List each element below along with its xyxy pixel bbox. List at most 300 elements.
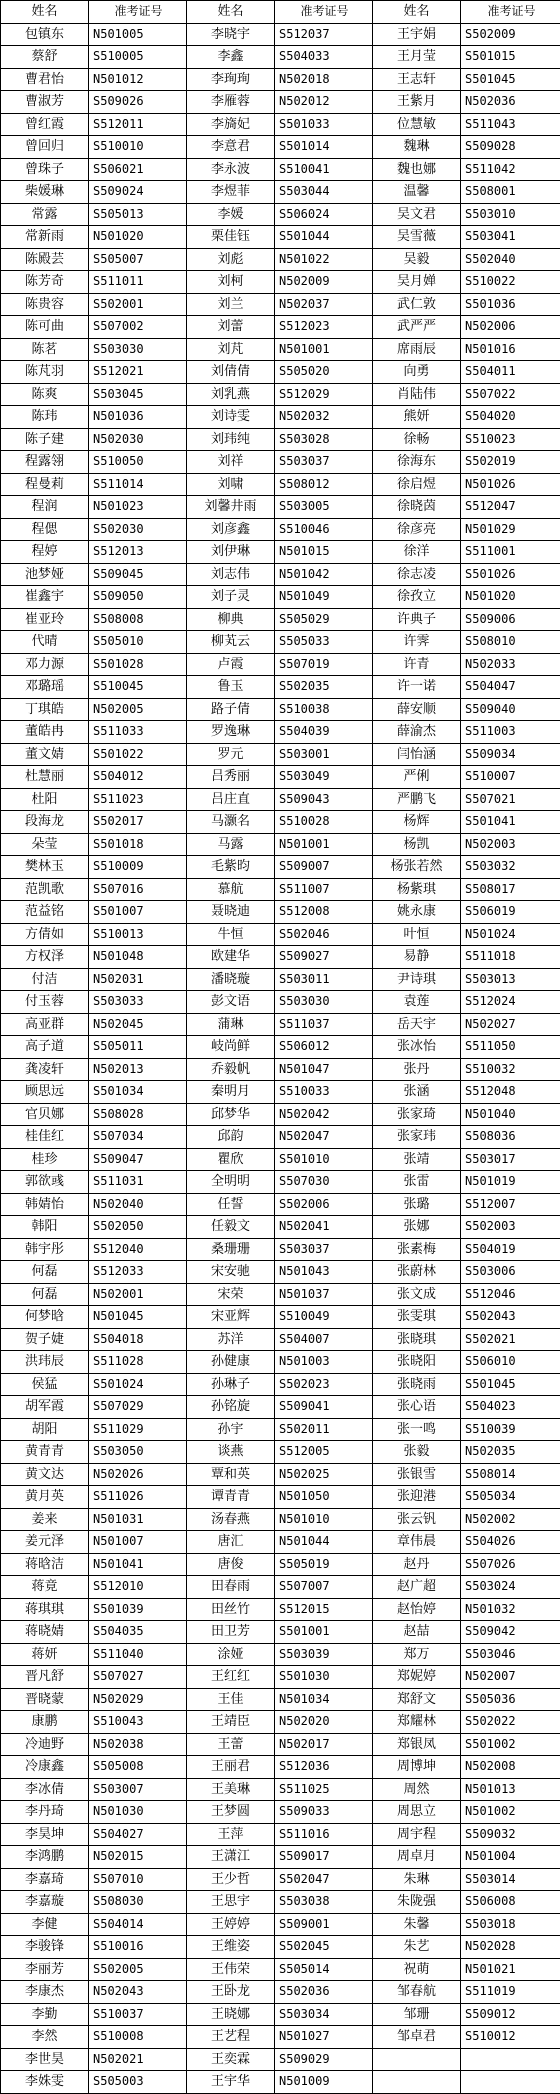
student-name-cell: 岳天宇	[373, 1013, 461, 1036]
exam-id-cell: N501002	[461, 1801, 560, 1824]
exam-id-cell: S507010	[89, 1868, 187, 1891]
student-name-cell: 何磊	[1, 1283, 89, 1306]
exam-id-cell: S503017	[461, 1148, 560, 1171]
exam-id-cell: S501036	[461, 293, 560, 316]
student-name-cell: 郑舒文	[373, 1688, 461, 1711]
student-name-cell: 任毅文	[187, 1216, 275, 1239]
student-name-cell: 朱陇强	[373, 1891, 461, 1914]
student-name-cell: 鲁玉	[187, 676, 275, 699]
exam-id-cell: S505020	[275, 361, 373, 384]
student-name-cell: 洪玮辰	[1, 1351, 89, 1374]
student-name-cell: 程曼莉	[1, 473, 89, 496]
exam-id-cell: S511003	[461, 721, 560, 744]
student-name-cell: 乔毅帆	[187, 1058, 275, 1081]
table-row	[1, 1621, 560, 1644]
exam-id-cell: S505008	[89, 1756, 187, 1779]
student-name-cell: 刘芃	[187, 338, 275, 361]
student-name-cell: 韩宇彤	[1, 1238, 89, 1261]
exam-id-cell: S511029	[89, 1418, 187, 1441]
student-name-cell: 晋晓蒙	[1, 1688, 89, 1711]
student-name-cell: 张娜	[373, 1216, 461, 1239]
student-name-cell: 蒋晓婧	[1, 1621, 89, 1644]
exam-id-cell: S503005	[275, 496, 373, 519]
student-name-cell: 黄青青	[1, 1441, 89, 1464]
header-id-2: 准考证号	[275, 1, 373, 24]
table-header	[1, 1, 560, 24]
exam-id-cell: S507034	[89, 1126, 187, 1149]
student-name-cell: 祝萌	[373, 1958, 461, 1981]
student-name-cell: 孙琳子	[187, 1373, 275, 1396]
exam-id-cell	[461, 2048, 560, 2071]
table-row	[1, 743, 560, 766]
exam-id-cell: N502006	[461, 316, 560, 339]
table-row	[1, 451, 560, 474]
table-row	[1, 811, 560, 834]
student-name-cell: 李丽芳	[1, 1958, 89, 1981]
student-name-cell: 熊妍	[373, 406, 461, 429]
exam-id-cell: N502001	[89, 1283, 187, 1306]
exam-id-cell: S505010	[89, 631, 187, 654]
student-name-cell: 包镇东	[1, 23, 89, 46]
student-name-cell: 袁莲	[373, 991, 461, 1014]
exam-id-cell: S511025	[275, 1778, 373, 1801]
exam-id-cell: S507026	[461, 1553, 560, 1576]
exam-id-cell: N501045	[89, 1306, 187, 1329]
exam-id-cell: S501001	[275, 1621, 373, 1644]
exam-id-cell: S505029	[275, 608, 373, 631]
exam-id-cell: N502012	[275, 91, 373, 114]
exam-id-cell: S509027	[275, 946, 373, 969]
table-row	[1, 203, 560, 226]
table-row	[1, 226, 560, 249]
table-row	[1, 1126, 560, 1149]
exam-id-cell: S509024	[89, 181, 187, 204]
student-name-cell: 覃和英	[187, 1463, 275, 1486]
student-name-cell: 李雁蓉	[187, 91, 275, 114]
table-row	[1, 1396, 560, 1419]
student-name-cell: 徐畅	[373, 428, 461, 451]
exam-id-cell: S507027	[89, 1666, 187, 1689]
exam-id-cell: S512008	[275, 901, 373, 924]
student-name-cell: 王奕霖	[187, 2048, 275, 2071]
exam-id-cell: N502029	[89, 1688, 187, 1711]
student-name-cell: 慕航	[187, 878, 275, 901]
student-name-cell: 王蕾	[187, 1733, 275, 1756]
header-name-1: 姓名	[1, 1, 89, 24]
student-name-cell: 许典子	[373, 608, 461, 631]
table-row	[1, 1733, 560, 1756]
table-row	[1, 181, 560, 204]
student-name-cell: 陈可曲	[1, 316, 89, 339]
exam-id-cell: N501032	[461, 1598, 560, 1621]
student-name-cell: 刘志伟	[187, 563, 275, 586]
table-row	[1, 586, 560, 609]
header-row	[1, 1, 560, 24]
exam-id-cell: N501020	[89, 226, 187, 249]
student-name-cell: 王紫月	[373, 91, 461, 114]
exam-id-cell: S502035	[275, 676, 373, 699]
exam-id-cell: S502050	[89, 1216, 187, 1239]
table-row	[1, 2026, 560, 2049]
student-name-cell: 王艺程	[187, 2026, 275, 2049]
student-name-cell: 徐孜立	[373, 586, 461, 609]
exam-id-cell: S512024	[461, 991, 560, 1014]
student-name-cell: 池梦娅	[1, 563, 89, 586]
exam-id-cell: N502015	[89, 1846, 187, 1869]
student-name-cell: 朵莹	[1, 833, 89, 856]
exam-id-cell: N501004	[461, 1846, 560, 1869]
exam-id-cell: S501045	[461, 1373, 560, 1396]
exam-id-cell: S503046	[461, 1643, 560, 1666]
exam-id-cell: S501034	[89, 1081, 187, 1104]
exam-id-cell: S501002	[461, 1733, 560, 1756]
student-name-cell: 王萍	[187, 1823, 275, 1846]
exam-id-cell: S503045	[89, 383, 187, 406]
exam-id-cell: S503001	[275, 743, 373, 766]
student-name-cell: 高子道	[1, 1036, 89, 1059]
exam-id-cell: S511018	[461, 946, 560, 969]
student-name-cell: 郑耀林	[373, 1711, 461, 1734]
exam-id-cell: S503007	[89, 1778, 187, 1801]
student-name-cell: 严俐	[373, 766, 461, 789]
table-row	[1, 46, 560, 69]
exam-id-cell: S506019	[461, 901, 560, 924]
exam-id-cell: S512015	[275, 1598, 373, 1621]
exam-id-cell: S507016	[89, 878, 187, 901]
student-name-cell: 徐洋	[373, 541, 461, 564]
exam-id-cell: S510039	[461, 1418, 560, 1441]
exam-id-cell: S502017	[89, 811, 187, 834]
student-name-cell: 刘蕾	[187, 316, 275, 339]
exam-id-cell: S509017	[275, 1846, 373, 1869]
student-name-cell: 董皓冉	[1, 721, 89, 744]
exam-id-cell: N502018	[275, 68, 373, 91]
student-name-cell: 侯猛	[1, 1373, 89, 1396]
student-name-cell: 顾思远	[1, 1081, 89, 1104]
student-name-cell: 朱琳	[373, 1868, 461, 1891]
exam-id-cell: N502033	[461, 653, 560, 676]
student-name-cell: 吕秀丽	[187, 766, 275, 789]
table-row	[1, 23, 560, 46]
table-row	[1, 563, 560, 586]
exam-id-cell: S501041	[461, 811, 560, 834]
exam-id-cell: S502006	[275, 1193, 373, 1216]
exam-id-cell: N501009	[275, 2071, 373, 2094]
exam-id-cell: N502003	[461, 833, 560, 856]
student-name-cell: 毛紫昀	[187, 856, 275, 879]
exam-id-cell: S504026	[461, 1531, 560, 1554]
exam-id-cell: N501047	[275, 1058, 373, 1081]
exam-id-cell: S505013	[89, 203, 187, 226]
exam-id-cell: N502031	[89, 968, 187, 991]
exam-id-cell: S504047	[461, 676, 560, 699]
student-name-cell: 段海龙	[1, 811, 89, 834]
exam-id-cell: S501030	[275, 1666, 373, 1689]
student-name-cell: 高亚群	[1, 1013, 89, 1036]
table-row	[1, 1868, 560, 1891]
table-row	[1, 653, 560, 676]
exam-id-cell: S503049	[275, 766, 373, 789]
exam-id-cell: S501015	[461, 46, 560, 69]
student-name-cell: 张家玮	[373, 1126, 461, 1149]
exam-id-cell: S511042	[461, 158, 560, 181]
table-row	[1, 1688, 560, 1711]
table-row	[1, 1058, 560, 1081]
student-name-cell: 李嘉璇	[1, 1891, 89, 1914]
student-name-cell: 王丽君	[187, 1756, 275, 1779]
table-row	[1, 1846, 560, 1869]
student-name-cell: 王美琳	[187, 1778, 275, 1801]
table-row	[1, 1936, 560, 1959]
student-name-cell: 方权泽	[1, 946, 89, 969]
student-name-cell: 刘馨井雨	[187, 496, 275, 519]
exam-id-cell: S507029	[89, 1396, 187, 1419]
exam-id-cell: N502047	[275, 1126, 373, 1149]
exam-id-cell: S510007	[461, 766, 560, 789]
student-name-cell	[373, 2071, 461, 2094]
exam-id-cell: S510005	[89, 46, 187, 69]
table-row	[1, 1373, 560, 1396]
table-row	[1, 1913, 560, 1936]
table-row	[1, 91, 560, 114]
exam-id-cell: S512007	[461, 1193, 560, 1216]
student-name-cell: 张晓雨	[373, 1373, 461, 1396]
exam-id-cell: S502019	[461, 451, 560, 474]
student-name-cell: 宋亚辉	[187, 1306, 275, 1329]
student-name-cell: 刘伊琳	[187, 541, 275, 564]
exam-id-cell: S504023	[461, 1396, 560, 1419]
exam-id-cell: S509028	[461, 136, 560, 159]
exam-id-cell: N501031	[89, 1508, 187, 1531]
student-name-cell: 罗逸琳	[187, 721, 275, 744]
exam-id-cell: S510033	[275, 1081, 373, 1104]
exam-id-cell: N501001	[275, 833, 373, 856]
student-name-cell: 张素梅	[373, 1238, 461, 1261]
student-name-cell: 温馨	[373, 181, 461, 204]
table-row	[1, 338, 560, 361]
student-name-cell: 张晓琪	[373, 1328, 461, 1351]
student-name-cell: 吕庄直	[187, 788, 275, 811]
exam-id-cell: S511016	[275, 1823, 373, 1846]
student-name-cell: 邱梦华	[187, 1103, 275, 1126]
student-name-cell: 丁琪皓	[1, 698, 89, 721]
student-name-cell: 刘彪	[187, 248, 275, 271]
table-row	[1, 293, 560, 316]
exam-id-cell: S508017	[461, 878, 560, 901]
student-name-cell: 朱艺	[373, 1936, 461, 1959]
table-row	[1, 1981, 560, 2004]
student-name-cell: 唐汇	[187, 1531, 275, 1554]
table-row	[1, 1238, 560, 1261]
student-name-cell: 李健	[1, 1913, 89, 1936]
exam-id-cell: N502021	[89, 2048, 187, 2071]
exam-id-cell: N501010	[275, 1508, 373, 1531]
student-name-cell: 崔亚玲	[1, 608, 89, 631]
exam-id-cell: S511028	[89, 1351, 187, 1374]
table-row	[1, 1598, 560, 1621]
table-row	[1, 1531, 560, 1554]
table-row	[1, 1643, 560, 1666]
table-row	[1, 1081, 560, 1104]
table-row	[1, 248, 560, 271]
student-name-cell: 潘晓璇	[187, 968, 275, 991]
exam-id-cell: N502025	[275, 1463, 373, 1486]
exam-id-cell: S511001	[461, 541, 560, 564]
exam-id-cell: S507022	[461, 383, 560, 406]
student-name-cell: 徐彦亮	[373, 518, 461, 541]
student-name-cell: 王志轩	[373, 68, 461, 91]
exam-id-cell: S509042	[461, 1621, 560, 1644]
student-name-cell: 路子倩	[187, 698, 275, 721]
student-name-cell: 邹春航	[373, 1981, 461, 2004]
exam-id-cell: S508036	[461, 1126, 560, 1149]
exam-id-cell: S510050	[89, 451, 187, 474]
student-name-cell: 张心语	[373, 1396, 461, 1419]
table-row	[1, 1891, 560, 1914]
student-name-cell: 王宇娟	[373, 23, 461, 46]
student-name-cell: 刘祥	[187, 451, 275, 474]
student-name-cell: 王佳	[187, 1688, 275, 1711]
exam-id-cell: S507019	[275, 653, 373, 676]
student-name-cell: 陈殿芸	[1, 248, 89, 271]
student-name-cell: 刘子灵	[187, 586, 275, 609]
exam-id-cell: S503037	[275, 1238, 373, 1261]
student-name-cell: 秦明月	[187, 1081, 275, 1104]
exam-id-cell: S505011	[89, 1036, 187, 1059]
student-name-cell: 瞿欣	[187, 1148, 275, 1171]
table-row	[1, 518, 560, 541]
student-name-cell: 武严严	[373, 316, 461, 339]
student-name-cell: 卢霞	[187, 653, 275, 676]
student-name-cell: 王卧龙	[187, 1981, 275, 2004]
table-row	[1, 1666, 560, 1689]
student-name-cell: 王宇华	[187, 2071, 275, 2094]
exam-id-cell: S503030	[89, 338, 187, 361]
exam-id-cell: S503039	[275, 1643, 373, 1666]
exam-id-cell: S501018	[89, 833, 187, 856]
student-name-cell: 蒋竟	[1, 1576, 89, 1599]
table-row	[1, 721, 560, 744]
exam-id-cell: S510013	[89, 923, 187, 946]
exam-id-cell: N501041	[89, 1553, 187, 1576]
exam-id-cell: S510023	[461, 428, 560, 451]
student-name-cell: 邹卓君	[373, 2026, 461, 2049]
exam-id-cell: N501012	[89, 68, 187, 91]
student-name-cell: 席雨辰	[373, 338, 461, 361]
exam-id-cell: S507021	[461, 788, 560, 811]
exam-id-cell: N502017	[275, 1733, 373, 1756]
student-name-cell: 王晓娜	[187, 2003, 275, 2026]
student-name-cell: 徐海东	[373, 451, 461, 474]
exam-id-cell: S501014	[275, 136, 373, 159]
student-name-cell: 张蔚林	[373, 1261, 461, 1284]
student-name-cell: 李丹琦	[1, 1801, 89, 1824]
table-row	[1, 878, 560, 901]
student-name-cell: 王月莹	[373, 46, 461, 69]
exam-id-cell: S509001	[275, 1913, 373, 1936]
exam-id-cell: N501001	[275, 338, 373, 361]
exam-id-cell: S505034	[461, 1486, 560, 1509]
student-name-cell: 曾红霞	[1, 113, 89, 136]
exam-id-cell: S506024	[275, 203, 373, 226]
exam-id-cell: S505007	[89, 248, 187, 271]
exam-id-cell: S503032	[461, 856, 560, 879]
exam-id-cell: S510022	[461, 271, 560, 294]
student-name-cell: 周宇程	[373, 1823, 461, 1846]
student-name-cell: 胡军霞	[1, 1396, 89, 1419]
student-name-cell: 肖陆伟	[373, 383, 461, 406]
exam-id-cell: S503038	[275, 1891, 373, 1914]
exam-id-cell: S511043	[461, 113, 560, 136]
student-name-cell: 欧建华	[187, 946, 275, 969]
student-name-cell: 刘诗雯	[187, 406, 275, 429]
exam-id-cell: S503030	[275, 991, 373, 1014]
student-name-cell: 姚永康	[373, 901, 461, 924]
table-row	[1, 1801, 560, 1824]
table-row	[1, 1193, 560, 1216]
exam-id-cell: S504033	[275, 46, 373, 69]
student-name-cell: 程婷	[1, 541, 89, 564]
student-name-cell: 冷迪野	[1, 1733, 89, 1756]
exam-id-cell: N502020	[275, 1711, 373, 1734]
exam-id-cell: S504027	[89, 1823, 187, 1846]
student-name-cell: 王思宇	[187, 1891, 275, 1914]
table-row	[1, 496, 560, 519]
exam-id-cell: S510032	[461, 1058, 560, 1081]
exam-id-cell: S509006	[461, 608, 560, 631]
student-name-cell: 马露	[187, 833, 275, 856]
exam-id-cell: S502047	[275, 1868, 373, 1891]
student-name-cell: 苏洋	[187, 1328, 275, 1351]
student-name-cell: 张涵	[373, 1081, 461, 1104]
student-name-cell: 蒲琳	[187, 1013, 275, 1036]
table-row	[1, 1103, 560, 1126]
table-row	[1, 316, 560, 339]
student-name-cell: 闫怡涵	[373, 743, 461, 766]
student-name-cell: 张家琦	[373, 1103, 461, 1126]
student-name-cell: 张雷	[373, 1171, 461, 1194]
student-name-cell: 董文婧	[1, 743, 89, 766]
exam-id-cell: N501015	[275, 541, 373, 564]
student-name-cell: 曾珠子	[1, 158, 89, 181]
student-name-cell: 付玉蓉	[1, 991, 89, 1014]
exam-id-cell	[461, 2071, 560, 2094]
student-name-cell: 刘彦鑫	[187, 518, 275, 541]
student-name-cell: 全明明	[187, 1171, 275, 1194]
exam-id-cell: S501024	[89, 1373, 187, 1396]
student-name-cell: 严鹏飞	[373, 788, 461, 811]
student-name-cell: 位慧敏	[373, 113, 461, 136]
exam-id-cell: S501028	[89, 653, 187, 676]
student-name-cell: 谭青青	[187, 1486, 275, 1509]
student-name-cell: 杜阳	[1, 788, 89, 811]
student-name-cell: 吴文君	[373, 203, 461, 226]
exam-id-cell: N502028	[461, 1936, 560, 1959]
exam-id-cell: S509045	[89, 563, 187, 586]
exam-id-cell: S502045	[275, 1936, 373, 1959]
exam-id-cell: S511040	[89, 1643, 187, 1666]
exam-id-cell: S503037	[275, 451, 373, 474]
exam-id-cell: S511019	[461, 1981, 560, 2004]
table-row	[1, 1756, 560, 1779]
student-name-cell: 张璐	[373, 1193, 461, 1216]
exam-id-cell: N501036	[89, 406, 187, 429]
exam-id-cell: S504019	[461, 1238, 560, 1261]
exam-id-cell: N502013	[89, 1058, 187, 1081]
student-name-cell: 柴媛琳	[1, 181, 89, 204]
exam-id-cell: S512047	[461, 496, 560, 519]
exam-id-cell: S509043	[275, 788, 373, 811]
